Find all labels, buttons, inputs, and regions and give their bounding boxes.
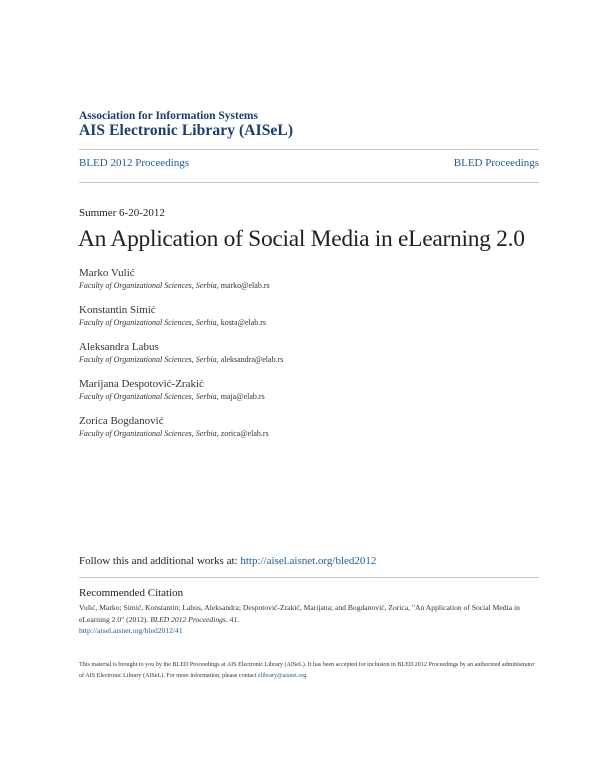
nav-divider bbox=[79, 182, 539, 183]
citation-heading: Recommended Citation bbox=[79, 587, 184, 599]
series-link[interactable]: BLED Proceedings bbox=[453, 157, 539, 169]
contact-email-link[interactable]: elibrary@aisnet.org bbox=[258, 673, 307, 679]
author-affiliation: Faculty of Organizational Sciences, Serbia, marko@elab.rs bbox=[79, 281, 270, 290]
citation-journal: BLED 2012 Proceedings bbox=[150, 614, 226, 624]
collection-link[interactable]: http://aisel.aisnet.org/bled2012 bbox=[240, 555, 377, 567]
library-name[interactable]: AIS Electronic Library (AISeL) bbox=[79, 122, 294, 139]
author-affiliation: Faculty of Organizational Sciences, Serbia, aleksandra@elab.rs bbox=[79, 355, 284, 364]
author-email[interactable]: kosta@elab.rs bbox=[220, 318, 267, 327]
author-affiliation: Faculty of Organizational Sciences, Serbia, maja@elab.rs bbox=[79, 392, 265, 401]
author-name: Marko Vulić bbox=[79, 267, 135, 279]
paper-title: An Application of Social Media in eLearning 2.0 bbox=[78, 226, 525, 252]
author-email[interactable]: zorica@elab.rs bbox=[220, 429, 269, 438]
proceedings-link[interactable]: BLED 2012 Proceedings bbox=[79, 157, 189, 169]
author-name: Marijana Despotović-Zrakić bbox=[79, 378, 204, 390]
author-affiliation: Faculty of Organizational Sciences, Serbia, zorica@elab.rs bbox=[79, 429, 269, 438]
follow-text: Follow this and additional works at: bbox=[79, 555, 238, 567]
author-list bbox=[79, 266, 539, 451]
follow-line bbox=[79, 555, 376, 567]
publication-date: Summer 6-20-2012 bbox=[79, 207, 165, 219]
citation-divider bbox=[79, 577, 539, 578]
author-name: Zorica Bogdanović bbox=[79, 415, 164, 427]
author-entry bbox=[79, 414, 539, 451]
author-entry bbox=[79, 377, 539, 414]
author-name: Aleksandra Labus bbox=[79, 341, 159, 353]
author-email[interactable]: maja@elab.rs bbox=[220, 392, 265, 401]
author-entry bbox=[79, 266, 539, 303]
author-name: Konstantin Simić bbox=[79, 304, 156, 316]
top-divider bbox=[79, 149, 539, 150]
citation-text: Vulić, Marko; Simić, Konstantin; Labus, Aleksandra; Despotović-Zrakić, Marijana; and Bogdanović, Zorica, "An Application of Social Media in eLearning 2.0" (2012). BLED 2012 Proceedings. 41. http://aisel.aisnet.org/bled2012/41 bbox=[79, 603, 520, 635]
author-affiliation: Faculty of Organizational Sciences, Serbia, kosta@elab.rs bbox=[79, 318, 267, 327]
author-entry bbox=[79, 303, 539, 340]
footer-notice: This material is brought to you by the BLED Proceedings at AIS Electronic Library (AISeL). It has been accepted for inclusion in BLED 2012 Proceedings by an authorized administrator of AIS Electronic Library (AISeL). For more information, please contact elibrary@aisnet.org. bbox=[79, 662, 535, 679]
author-email[interactable]: aleksandra@elab.rs bbox=[220, 355, 284, 364]
author-entry bbox=[79, 340, 539, 377]
citation-link[interactable]: http://aisel.aisnet.org/bled2012/41 bbox=[79, 626, 183, 635]
author-email[interactable]: marko@elab.rs bbox=[220, 281, 270, 290]
organization-name: Association for Information Systems bbox=[79, 110, 258, 122]
